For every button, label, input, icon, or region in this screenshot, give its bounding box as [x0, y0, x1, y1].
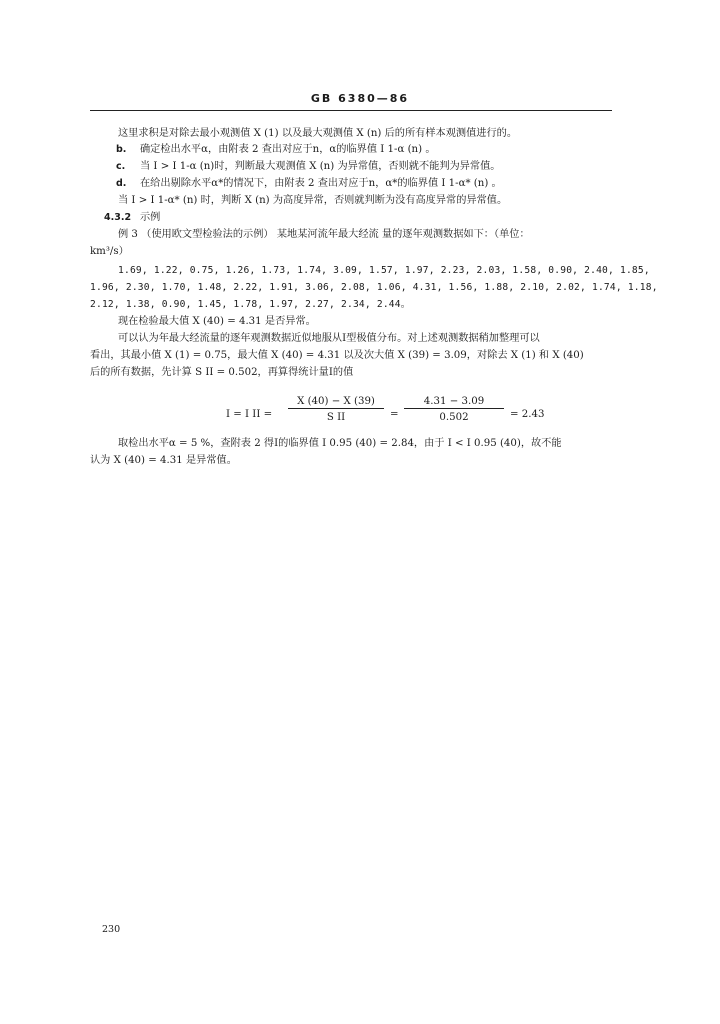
header-rule — [90, 110, 612, 111]
formula-lhs: I = I II = — [226, 409, 273, 420]
check-line: 现在检验最大值 X (40) = 4.31 是否异常。 — [118, 316, 316, 327]
paragraph-line: 看出，其最小值 X (1) = 0.75，最大值 X (40) = 4.31 以及次大值 X (39) = 3.09，对除去 X (1) 和 X (40) — [90, 350, 584, 361]
item-marker-d: d. — [116, 178, 127, 189]
item-c-text: 当 I > I 1-α (n)时，判断最大观测值 X (n) 为异常值，否则就不能判为异常值。 — [140, 161, 501, 172]
section-title: 示例 — [140, 212, 161, 223]
text-line: 当 I > I 1-α* (n) 时，判断 X (n) 为高度异常，否则就判断为没有高度异常的异常值。 — [118, 195, 508, 206]
item-marker-c: c. — [116, 161, 126, 172]
item-d-text: 在给出剔除水平α*的情况下，由附表 2 查出对应于n，α*的临界值 I 1-α* (n) 。 — [140, 178, 502, 189]
data-row: 1.96, 2.30, 1.70, 1.48, 2.22, 1.91, 3.06, 2.08, 1.06, 4.31, 1.56, 1.88, 2.10, 2.02, 1.74, 1.18, — [90, 282, 658, 293]
data-row: 2.12, 1.38, 0.90, 1.45, 1.78, 1.97, 2.27, 2.34, 2.44。 — [90, 299, 411, 310]
paragraph-line: 后的所有数据，先计算 S II = 0.502，再算得统计量I的值 — [90, 367, 354, 378]
fraction-denominator: 0.502 — [439, 412, 469, 423]
item-b-text: 确定检出水平α，由附表 2 查出对应于n，α的临界值 I 1-α (n) 。 — [140, 144, 436, 155]
text-line: 这里求积是对除去最小观测值 X (1) 以及最大观测值 X (n) 后的所有样本观测值进行的。 — [118, 128, 518, 139]
page-number: 230 — [102, 924, 121, 935]
standard-header: GB 6380—86 — [310, 92, 410, 105]
equals-sign: = — [390, 409, 399, 420]
conclusion-line: 认为 X (40) = 4.31 是异常值。 — [90, 455, 237, 466]
formula-fraction-numeric — [404, 396, 504, 423]
fraction-numerator: X (40) − X (39) — [288, 396, 384, 409]
data-row: 1.69, 1.22, 0.75, 1.26, 1.73, 1.74, 3.09, 1.57, 1.97, 2.23, 2.03, 1.58, 0.90, 2.40, 1.85, — [118, 265, 650, 276]
section-number: 4.3.2 — [104, 212, 132, 223]
example-unit: km³/s） — [90, 246, 129, 257]
formula-result: = 2.43 — [510, 409, 545, 420]
paragraph-line: 可以认为年最大经流量的逐年观测数据近似地服从Ⅰ型极值分布。对上述观测数据稍加整理可以 — [118, 333, 540, 344]
conclusion-line: 取检出水平α = 5 %，查附表 2 得I的临界值 I 0.95 (40) = 2.84，由于 I < I 0.95 (40)，故不能 — [118, 438, 562, 449]
formula-fraction-symbolic — [288, 396, 384, 423]
item-marker-b: b. — [116, 144, 127, 155]
fraction-denominator: S II — [326, 412, 346, 423]
statistic-formula — [226, 396, 566, 436]
example-title: 例 3 （使用欧文型检验法的示例） 某地某河流年最大经流 量的逐年观测数据如下：（单位： — [118, 229, 530, 240]
fraction-numerator: 4.31 − 3.09 — [404, 396, 504, 409]
